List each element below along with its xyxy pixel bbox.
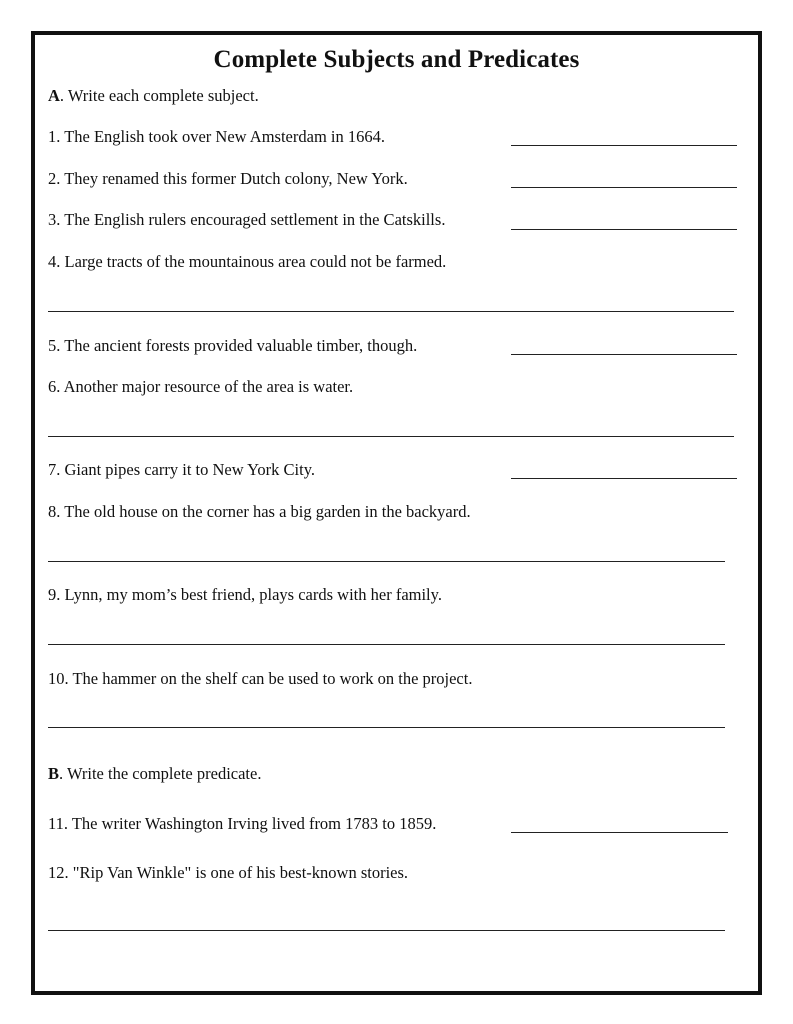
question-1: 1. The English took over New Amsterdam in 1664. <box>48 127 385 146</box>
answer-line-3[interactable] <box>511 229 737 230</box>
answer-line-1[interactable] <box>511 145 737 146</box>
answer-line-11[interactable] <box>511 832 728 833</box>
question-7: 7. Giant pipes carry it to New York City. <box>48 460 316 479</box>
answer-line-12[interactable] <box>48 930 725 931</box>
section-a-text: . Write each complete subject. <box>59 86 259 105</box>
answer-line-2[interactable] <box>511 187 737 188</box>
section-a-letter: A <box>48 86 60 105</box>
answer-line-10[interactable] <box>48 727 725 728</box>
question-8: 8. The old house on the corner has a big garden in the backyard. <box>48 502 471 521</box>
question-6: 6. Another major resource of the area is water. <box>48 377 354 396</box>
question-2: 2. They renamed this former Dutch colony, New York. <box>48 169 408 188</box>
answer-line-5[interactable] <box>511 354 737 355</box>
section-b-letter: B <box>48 764 60 783</box>
question-4: 4. Large tracts of the mountainous area could not be farmed. <box>48 252 447 271</box>
answer-line-9[interactable] <box>48 644 725 645</box>
answer-line-7[interactable] <box>511 478 737 479</box>
question-11: 11. The writer Washington Irving lived from 1783 to 1859. <box>48 814 437 833</box>
answer-line-8[interactable] <box>48 561 725 562</box>
question-5: 5. The ancient forests provided valuable timber, though. <box>48 336 418 355</box>
section-b-text: . Write the complete predicate. <box>59 764 262 783</box>
answer-line-6[interactable] <box>48 436 734 437</box>
answer-line-4[interactable] <box>48 311 734 312</box>
question-9: 9. Lynn, my mom’s best friend, plays cards with her family. <box>48 585 442 604</box>
worksheet-title: Complete Subjects and Predicates <box>213 46 580 73</box>
section-b-instruction <box>48 764 261 784</box>
question-3: 3. The English rulers encouraged settlement in the Catskills. <box>48 210 446 229</box>
question-10: 10. The hammer on the shelf can be used to work on the project. <box>48 669 473 688</box>
section-a-instruction <box>48 86 259 106</box>
question-12: 12. "Rip Van Winkle" is one of his best-known stories. <box>48 863 409 882</box>
